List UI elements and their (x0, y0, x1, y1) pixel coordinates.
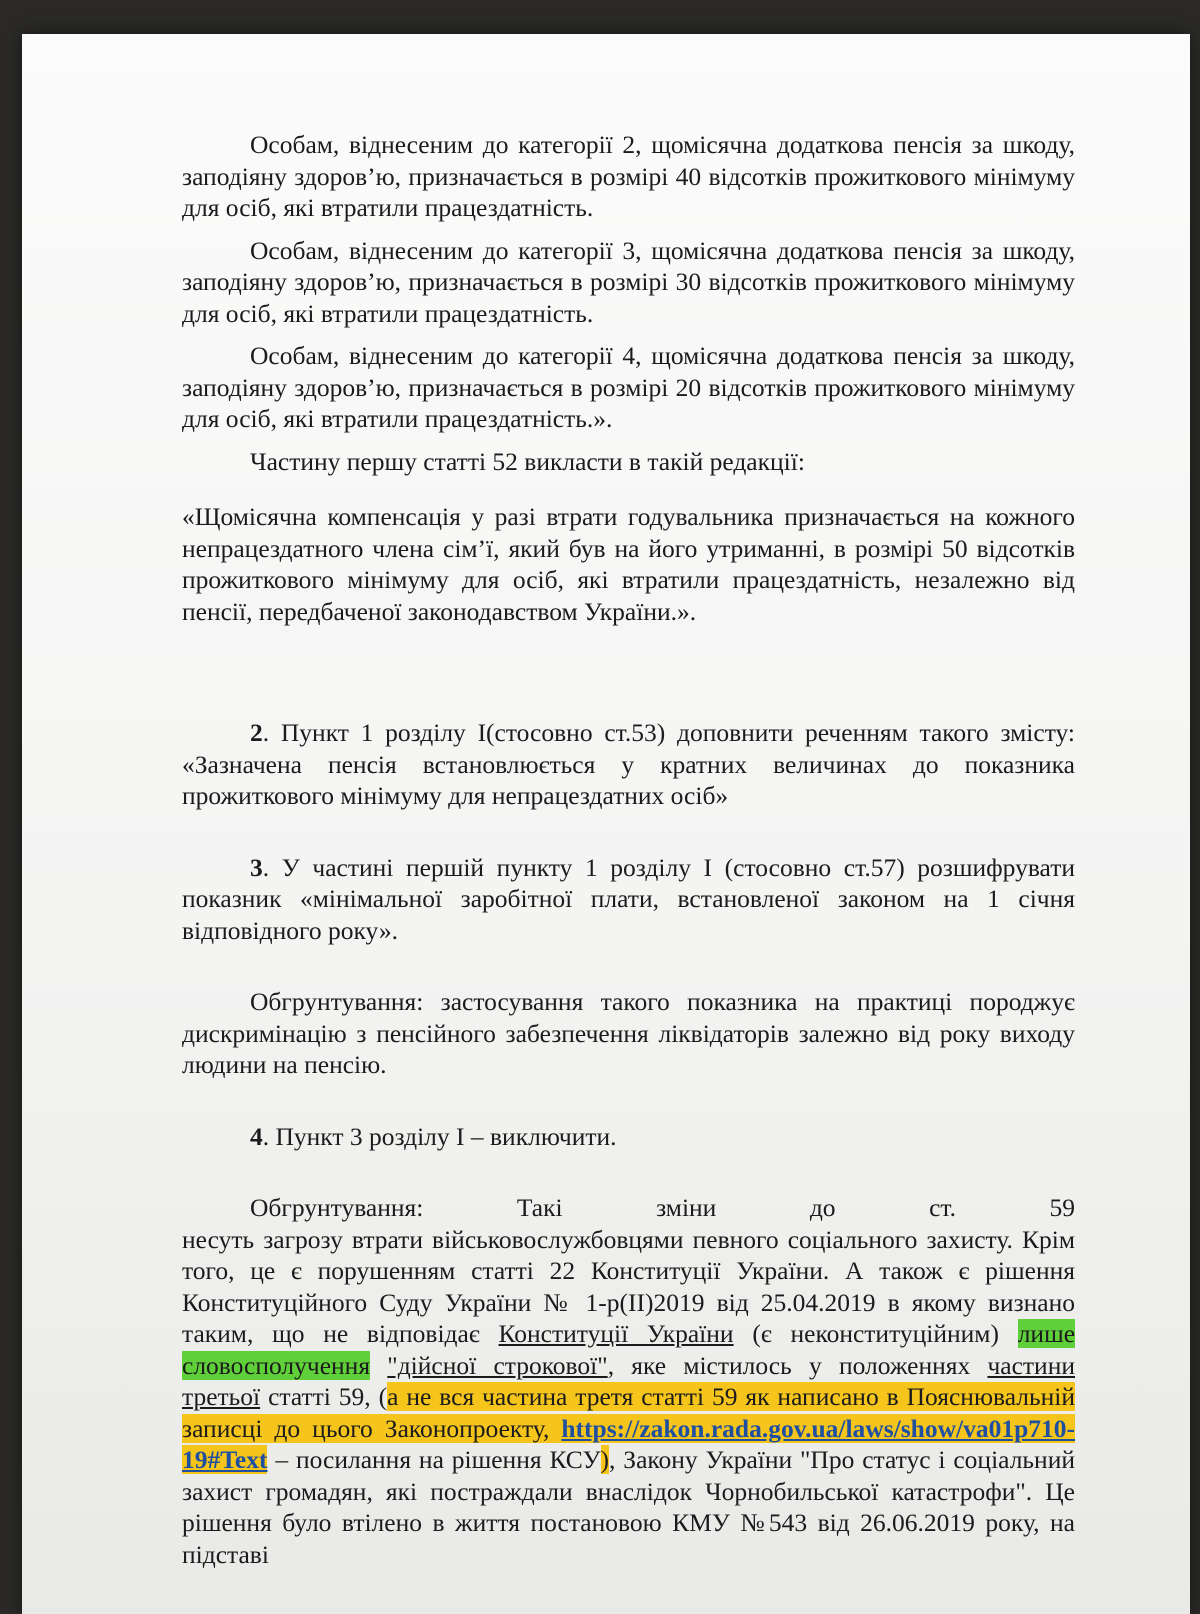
yellow-highlight-text: а не вся частина третя статті 59 як написано в Пояснювальній записці до цього Законопроекту, (182, 1382, 1075, 1443)
item-3 (182, 852, 1075, 947)
justification-1: Обгрунтування: застосування такого показника на практиці породжує дискримінацію з пенсійного забезпечення ліквідаторів залежно від року виходу людини на пенсію. (182, 987, 1075, 1079)
item-4-number: 4 (250, 1121, 263, 1151)
item-2 (182, 717, 1075, 812)
term-link[interactable]: "дійсної строкової" (387, 1350, 608, 1380)
document-page (22, 34, 1190, 1614)
justification-2-heading: Обгрунтування: Такі зміни до ст. 59 (250, 1193, 1075, 1222)
justification-2-text-b: (є неконституційним) (733, 1319, 1018, 1348)
item-3-text: . У частині першій пункту 1 розділу І (стосовно ст.57) розшифрувати показник «мінімальної заробітної плати, встановленої законом на 1 січня відповідного року». (182, 852, 1075, 945)
justification-2-text-d: , яке містилось у положеннях (607, 1350, 988, 1380)
closing-paren-highlight: ) (600, 1445, 610, 1474)
justification-2-text-c (370, 1351, 387, 1380)
paragraph-category-3: Особам, віднесеним до категорії 3, щомісячна додаткова пенсія за шкоду, заподіяну здоров’ю, призначається в розмірі 30 відсотків прожиткового мінімуму для осіб, які втратили працездатність. (182, 235, 1075, 328)
paragraph-article-52-intro: Частину першу статті 52 викласти в такій редакції: (250, 446, 805, 476)
item-4-text: . Пункт 3 розділу І – виключити. (262, 1121, 617, 1151)
paragraph-category-4: Особам, віднесеним до категорії 4, щомісячна додаткова пенсія за шкоду, заподіяну здоров’ю, призначається в розмірі 20 відсотків прожиткового мінімуму для осіб, які втратили працездатність.». (182, 341, 1075, 433)
paragraph-category-2: Особам, віднесеним до категорії 2, щомісячна додаткова пенсія за шкоду, заподіяну здоров’ю, призначається в розмірі 40 відсотків прожиткового мінімуму для осіб, які втратили працездатність. (182, 130, 1075, 222)
part-three-link[interactable]: частини третьої (182, 1350, 1075, 1411)
constitution-link[interactable]: Конституції України (498, 1319, 734, 1348)
justification-2-text-a: несуть загрозу втрати військовослужбовцями певного соціального захисту. Крім того, це є порушенням статті 22 Конституції України. А також є рішення Конституційного Суду України № 1-р(ІІ)2019 від 25.04.2019 в якому визнано таким, що не відповідає (182, 1224, 1075, 1348)
item-3-number: 3 (250, 852, 263, 882)
justification-2-text-e: статті 59, ( (260, 1382, 388, 1411)
zakon-rada-link[interactable]: https://zakon.rada.gov.ua/laws/show/va01p710-19#Text (182, 1413, 1076, 1474)
item-4 (182, 1121, 1075, 1153)
item-2-number: 2 (250, 718, 263, 747)
justification-2-text-f: – посилання на рішення КСУ (267, 1445, 601, 1474)
justification-2-text-g: , Закону України "Про статус і соціальний захист громадян, які постраждали внаслідок Чорнобильської катастрофи". Це рішення було втілено в життя постановою КМУ №543 від 26.06.2019 року, на підставі (182, 1445, 1075, 1569)
paragraph-article-52-quote: «Щомісячна компенсація у разі втрати годувальника призначається на кожного непрацездатного члена сім’ї, який був на його утриманні, в розмірі 50 відсотків прожиткового мінімуму для осіб, які втратили працездатність, незалежно від пенсії, передбаченої законодавством України.». (182, 502, 1075, 626)
item-2-text: . Пункт 1 розділу І(стосовно ст.53) доповнити реченням такого змісту: «Зазначена пенсія встановлюється у кратних величинах до показника прожиткового мінімуму для непрацездатних осіб» (182, 718, 1075, 810)
green-highlight: лише словосполучення (182, 1319, 1076, 1380)
document-body (182, 129, 1075, 1570)
justification-2-body (182, 1224, 1075, 1571)
